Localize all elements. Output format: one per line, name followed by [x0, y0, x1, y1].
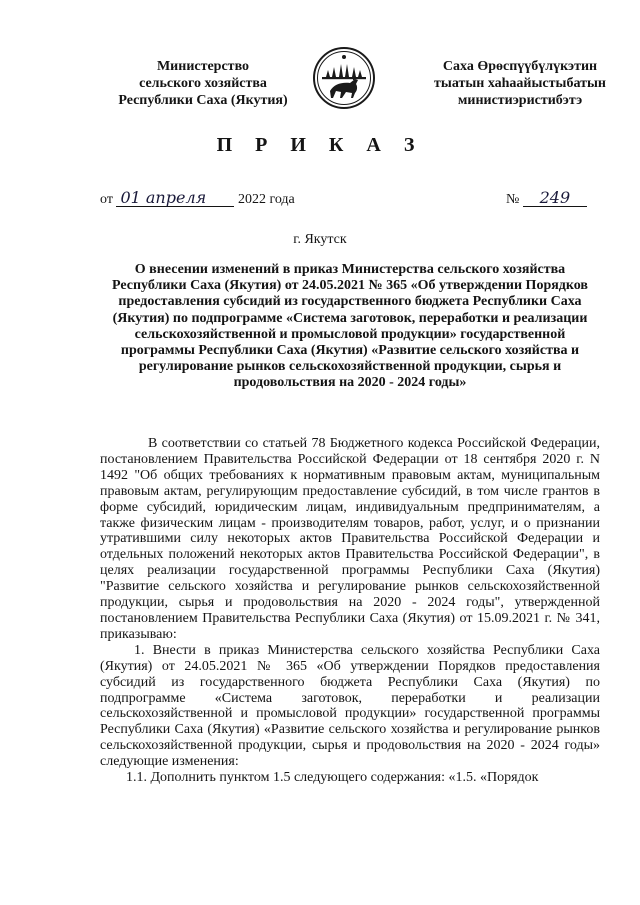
- ministry-name-line: Министерство: [156, 59, 250, 74]
- document-subject: О внесении изменений в приказ Министерства сельского хозяйства Республики Саха (Якутия) от 24.05.2021 № 365 «Об утверждении Порядков предоставления субсидий из государственного бюджета Республики Саха (Якутия) по подпрограмме «Система заготовок, переработки и реализации сельскохозяйственной и промысловой продукции» государственной программы Республики Саха (Якутия) «Развитие сельского хозяйства и регулирование рынков сельскохозяйственной продукции, сырья и продовольствия на 2020 - 2024 годы»: [112, 262, 588, 391]
- order-date: [100, 190, 295, 208]
- item-1-paragraph: 1. Внести в приказ Министерства сельского хозяйства Республики Саха (Якутия) от 24.05.2021 № 365 «Об утверждении Порядков предоставления субсидий из государственного бюджета Республики Саха (Якутия) по подпрограмме «Система заготовок, переработки и реализации сельскохозяйственной и промысловой продукции» государственной программы Республики Саха (Якутия) «Развитие сельского хозяйства и регулирование рынков сельскохозяйственной продукции, сырья и продовольствия на 2020 - 2024 годы» следующие изменения:: [100, 642, 600, 770]
- ministry-name-line: Республики Саха (Якутия): [118, 93, 288, 108]
- handwritten-number: 249: [523, 190, 587, 207]
- handwritten-date: 01 апреля: [116, 190, 234, 207]
- city: г. Якутск: [293, 232, 347, 247]
- item-1-1-paragraph: 1.1. Дополнить пунктом 1.5 следующего содержания: «1.5. «Порядок: [126, 770, 539, 786]
- document-body: [100, 436, 600, 786]
- number-prefix: №: [506, 192, 520, 207]
- order-number: [506, 190, 587, 208]
- ministry-name-line: министиэристибэтэ: [457, 93, 583, 108]
- ministry-name-yakut: [420, 58, 620, 109]
- date-prefix: от: [100, 192, 113, 207]
- ministry-name-line: тыатын хаһаайыстыбатын: [434, 76, 606, 91]
- date-suffix: 2022 года: [237, 192, 295, 207]
- ministry-name-line: сельского хозяйства: [139, 76, 267, 91]
- ministry-name-russian: [103, 58, 303, 109]
- ministry-name-line: Саха Өрөспүүбүлүкэтин: [442, 59, 598, 74]
- coat-of-arms-icon: [312, 46, 376, 110]
- order-title: П Р И К А З: [216, 134, 424, 156]
- preamble-paragraph: В соответствии со статьей 78 Бюджетного кодекса Российской Федерации, постановлением Правительства Российской Федерации от 18 сентября 2020 г. N 1492 "Об общих требованиях к нормативным правовым актам, муниципальным правовым актам, регулирующим предоставление субсидий, в том числе грантов в форме субсидий, юридическим лицам, индивидуальным предпринимателям, а также физическим лицам - производителям товаров, работ, услуг, и о признании утратившими силу некоторых актов Правительства Российской Федерации и отдельных положений некоторых актов Правительства Российской Федерации", в целях реализации государственной программы Республики Саха (Якутия) "Развитие сельского хозяйства и регулирование рынков сельскохозяйственной продукции, сырья и продовольствия на 2020 - 2024 годы", утвержденной постановлением Правительства Республики Саха (Якутия) от 15.09.2021 г. № 341, приказываю:: [100, 436, 600, 642]
